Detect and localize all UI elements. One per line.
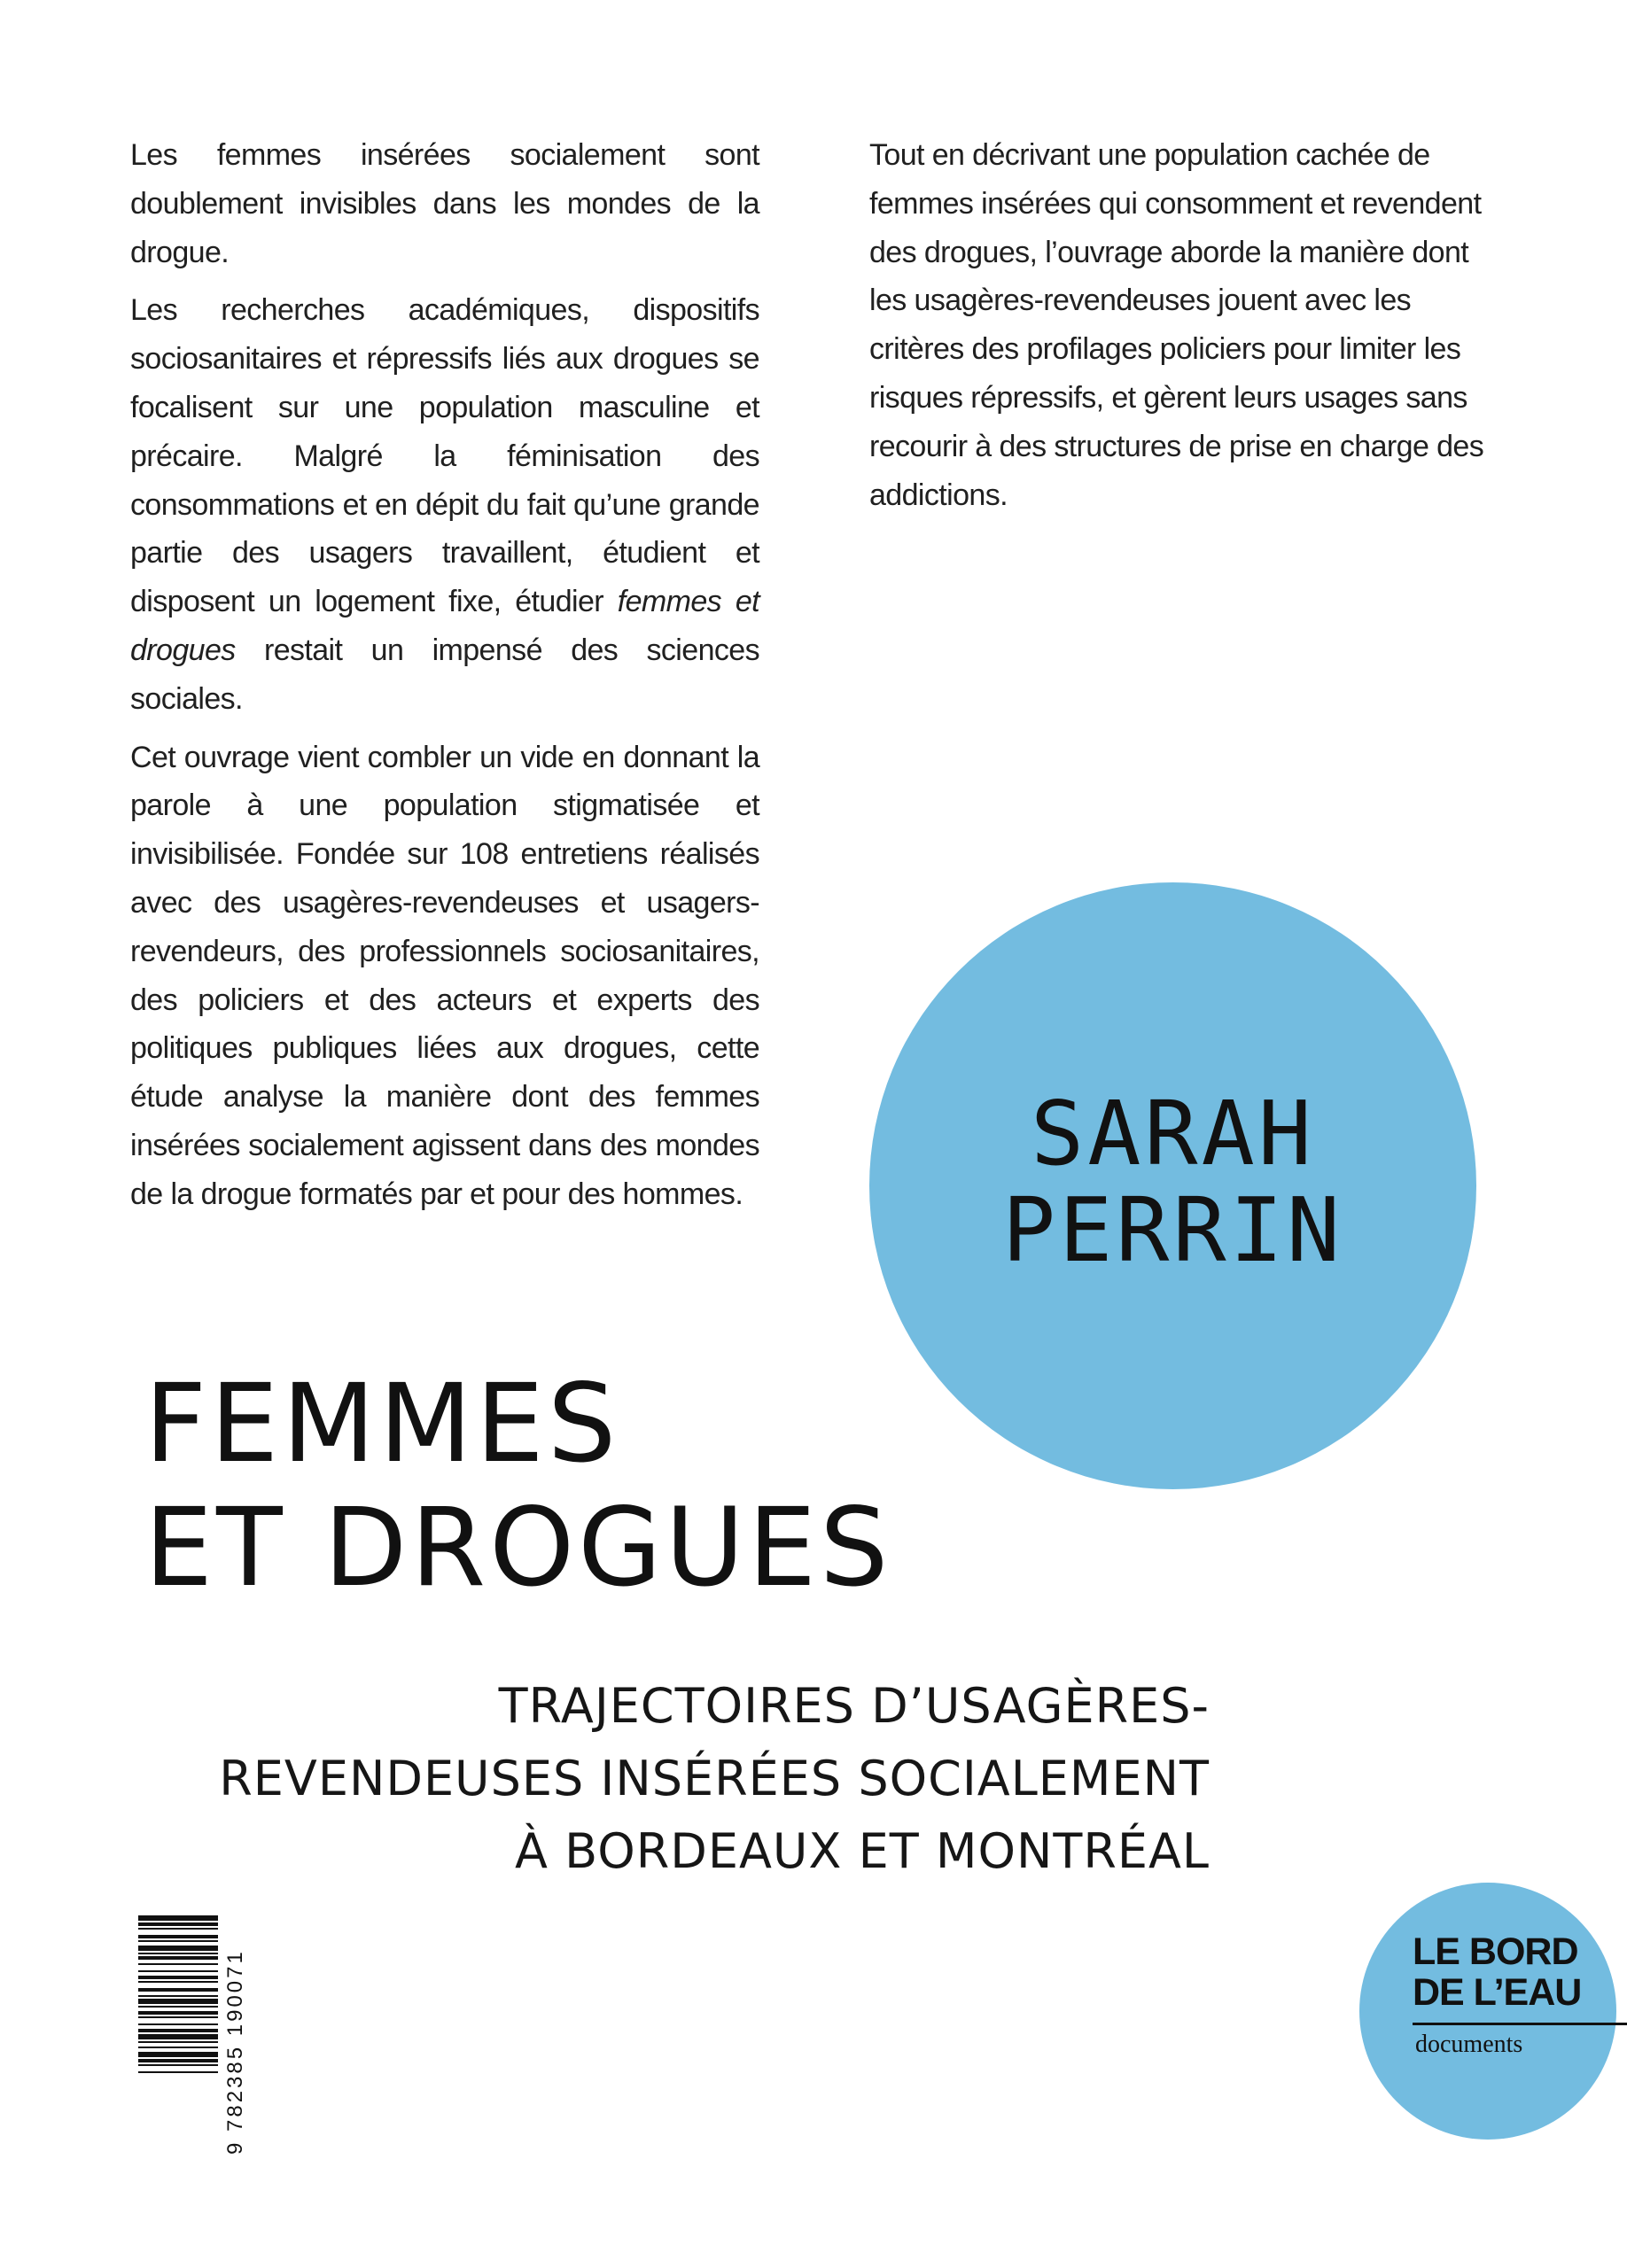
- book-title: [144, 1362, 891, 1610]
- barcode-bar: [138, 1940, 218, 1942]
- book-subtitle: [106, 1670, 1210, 1888]
- publisher-logo: [1413, 1931, 1581, 2013]
- barcode-bar: [138, 1981, 218, 1983]
- barcode-bar: [138, 1915, 218, 1921]
- barcode-bar: [138, 2006, 218, 2008]
- barcode-bar: [138, 2034, 218, 2039]
- back-cover-text-left: [130, 131, 759, 1229]
- barcode-bar: [138, 2041, 218, 2043]
- barcode-bar: [138, 1953, 218, 1954]
- barcode-bar: [138, 1922, 218, 1926]
- blurb-text: Les recherches académiques, dispositifs sociosanitaires et répressifs liés aux drogues se focalisent sur une population masculine et précaire. Malgré la féminisation des consommations et en dépit du fait qu’une grande partie des usagers travaillent, étudient et disposent un logement fixe, étudier: [130, 293, 759, 619]
- author-first-name: SARAH: [1030, 1082, 1316, 1185]
- barcode-bar: [138, 1956, 218, 1960]
- blurb-text: restait un impensé des sciences sociales.: [130, 633, 759, 716]
- barcode-bar: [138, 2011, 218, 2015]
- barcode-bar: [138, 2052, 218, 2057]
- barcode-bar: [138, 2023, 218, 2025]
- book-subtitle-line-3: À BORDEAUX ET MONTRÉAL: [515, 1823, 1210, 1879]
- author-last-name: PERRIN: [1001, 1178, 1344, 1282]
- barcode-bar: [138, 2059, 218, 2062]
- author-name: [869, 1082, 1476, 1282]
- publisher-name-line-1: LE BORD: [1413, 1930, 1578, 1973]
- blurb-paragraph-4: Tout en décrivant une population cachée de femmes insérées qui consomment et revendent des drogues, l’ouvrage aborde la manière dont les usagères-revendeuses jouent avec les critères des profilages policiers pour limiter les risques répressifs, et gèrent leurs usages sans recourir à des structures de prise en charge des addictions.: [869, 138, 1484, 512]
- barcode-bar: [138, 1988, 218, 1992]
- blurb-paragraph-3: Cet ouvrage vient combler un vide en donnant la parole à une population stigmatisée et invisibilisée. Fondée sur 108 entretiens réalisés avec des usagères-revendeuses et usagers-revendeurs, des professionnels sociosanitaires, des policiers et des acteurs et experts des politiques publiques liées aux drogues, cette étude analyse la manière dont des femmes insérées socialement agissent dans des mondes de la drogue formatés par et pour des hommes.: [130, 740, 759, 1211]
- book-subtitle-line-2: REVENDEUSES INSÉRÉES SOCIALEMENT: [219, 1751, 1210, 1806]
- barcode-bar: [138, 2029, 218, 2032]
- book-title-line-2: ET DROGUES: [144, 1485, 892, 1611]
- barcode-bar: [138, 1995, 218, 1997]
- barcode-bar: [138, 1928, 218, 1930]
- barcode-bar: [138, 1963, 218, 1965]
- isbn-number: 9 782385 190071: [223, 1949, 247, 2155]
- barcode-bar: [138, 1976, 218, 1979]
- barcode-bar: [138, 2064, 218, 2066]
- barcode-bar: [138, 2047, 218, 2048]
- blurb-paragraph-2: [130, 286, 759, 723]
- barcode-bar: [138, 2016, 218, 2018]
- barcode-bar: [138, 2071, 218, 2073]
- barcode-bar: [138, 1999, 218, 2004]
- barcode-bar: [138, 1970, 218, 1972]
- blurb-italic-phrase: femmes et drogues: [130, 585, 759, 667]
- publisher-name-line-2: DE L’EAU: [1413, 1971, 1582, 2014]
- barcode-bar: [138, 1946, 218, 1951]
- barcode-bar: [138, 1935, 218, 1938]
- blurb-paragraph-1: Les femmes insérées socialement sont doublement invisibles dans les mondes de la drogue.: [130, 138, 759, 269]
- publisher-collection: documents: [1415, 2031, 1523, 2058]
- book-subtitle-line-1: TRAJECTOIRES D’USAGÈRES-: [498, 1678, 1210, 1734]
- back-cover-text-right: [869, 131, 1499, 529]
- publisher-logo-rule: [1413, 2023, 1627, 2025]
- book-title-line-1: FEMMES: [144, 1361, 620, 1487]
